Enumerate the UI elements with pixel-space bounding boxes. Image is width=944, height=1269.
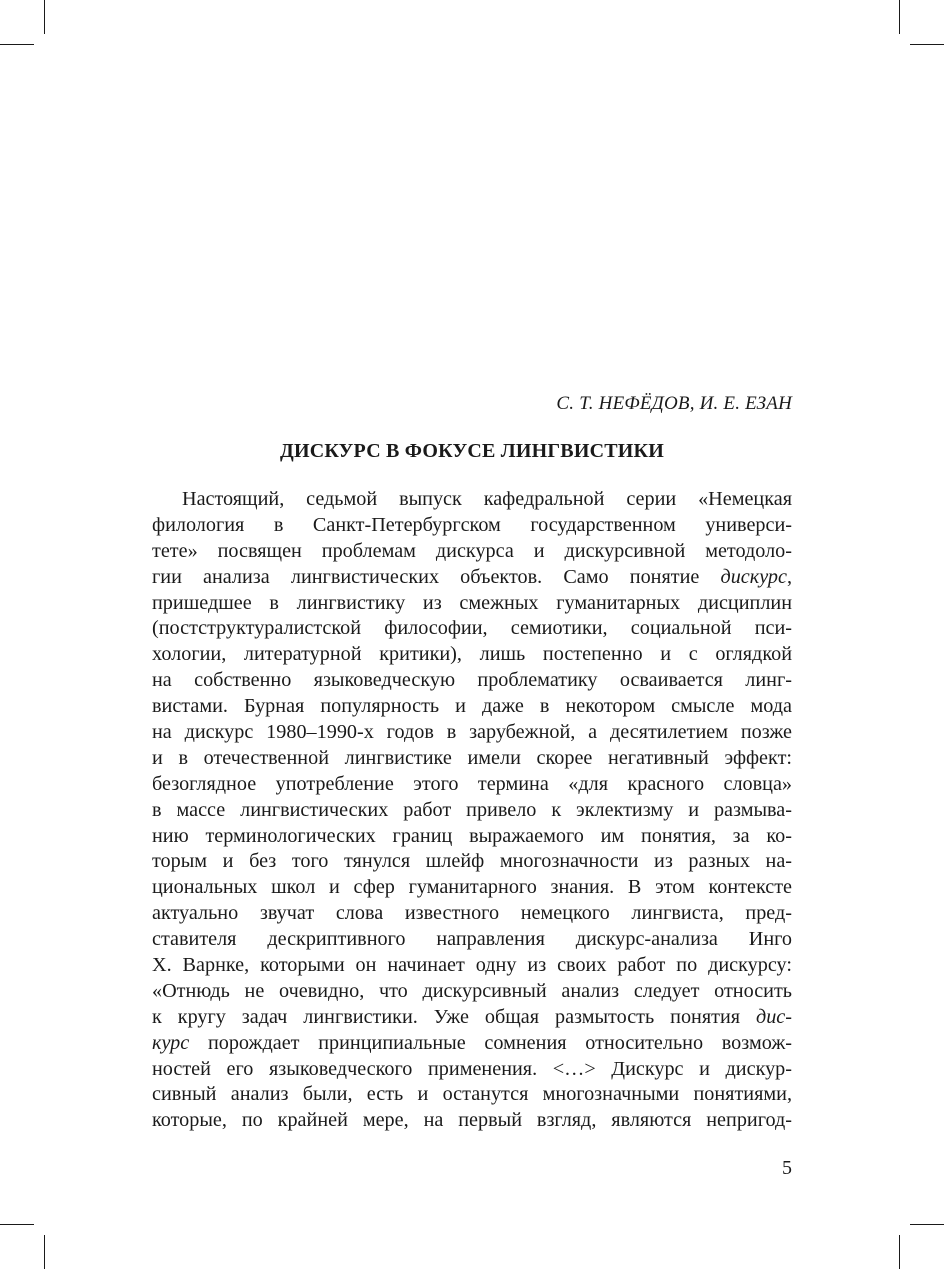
crop-mark-top-left-horizontal bbox=[0, 44, 34, 45]
article-title: ДИСКУРС В ФОКУСЕ ЛИНГВИСТИКИ bbox=[280, 440, 664, 462]
body-line: Настоящий, седьмой выпуск кафедральной серии «Немецкая bbox=[182, 488, 792, 510]
body-line: вистами. Бурная популярность и даже в некотором смысле мода bbox=[152, 695, 792, 718]
body-line: на дискурс 1980–1990-х годов в зарубежной, а десятилетием позже bbox=[152, 721, 792, 744]
crop-mark-bottom-right-horizontal bbox=[910, 1224, 944, 1225]
crop-mark-bottom-left-vertical bbox=[44, 1235, 45, 1269]
body-line: ставителя дескриптивного направления дискурс-анализа Инго bbox=[152, 928, 792, 951]
crop-mark-bottom-left-horizontal bbox=[0, 1224, 34, 1225]
crop-mark-top-right-vertical bbox=[899, 0, 900, 34]
body-line: хологии, литературной критики), лишь постепенно и с оглядкой bbox=[152, 643, 792, 666]
crop-mark-top-left-vertical bbox=[44, 0, 45, 34]
authors-line: С. Т. НЕФЁДОВ, И. Е. ЕЗАН bbox=[556, 393, 792, 414]
body-line: (постструктуралистской философии, семиотики, социальной пси- bbox=[152, 617, 792, 640]
body-paragraph bbox=[152, 487, 792, 1134]
body-line: «Отнюдь не очевидно, что дискурсивный анализ следует относить bbox=[152, 979, 792, 1002]
body-line: безоглядное употребление этого термина «для красного словца» bbox=[152, 772, 792, 795]
body-line: курс порождает принципиальные сомнения относительно возмож- bbox=[152, 1031, 792, 1054]
body-line: ностей его языковедческого применения. <…> Дискурс и дискур- bbox=[152, 1057, 792, 1080]
emphasized-term: дис- bbox=[756, 1005, 792, 1028]
body-line: и в отечественной лингвистике имели скорее негативный эффект: bbox=[152, 746, 792, 769]
page-number: 5 bbox=[782, 1157, 792, 1179]
body-line: актуально звучат слова известного немецкого лингвиста, пред- bbox=[152, 902, 792, 925]
body-line: циональных школ и сфер гуманитарного знания. В этом контексте bbox=[152, 876, 792, 899]
body-line: к кругу задач лингвистики. Уже общая размытость понятия дис- bbox=[152, 1005, 792, 1028]
body-line: гии анализа лингвистических объектов. Само понятие дискурс, bbox=[152, 565, 792, 588]
body-line: тете» посвящен проблемам дискурса и дискурсивной методоло- bbox=[152, 539, 792, 562]
body-line: в массе лингвистических работ привело к эклектизму и размыва- bbox=[152, 798, 792, 821]
emphasized-term: дискурс bbox=[720, 565, 787, 588]
body-line: торым и без того тянулся шлейф многозначности из разных на- bbox=[152, 850, 792, 873]
body-line: сивный анализ были, есть и останутся многозначными понятиями, bbox=[152, 1083, 792, 1106]
body-line: филология в Санкт-Петербургском государственном универси- bbox=[152, 513, 792, 536]
body-line: пришедшее в лингвистику из смежных гуманитарных дисциплин bbox=[152, 591, 792, 614]
body-line: нию терминологических границ выражаемого им понятия, за ко- bbox=[152, 824, 792, 847]
crop-mark-top-right-horizontal bbox=[910, 44, 944, 45]
emphasized-term: курс bbox=[152, 1031, 190, 1054]
crop-mark-bottom-right-vertical bbox=[899, 1235, 900, 1269]
body-line: которые, по крайней мере, на первый взгляд, являются непригод- bbox=[152, 1109, 792, 1132]
body-line: Х. Варнке, которыми он начинает одну из своих работ по дискурсу: bbox=[152, 954, 792, 977]
body-line: на собственно языковедческую проблематику осваивается линг- bbox=[152, 669, 792, 692]
